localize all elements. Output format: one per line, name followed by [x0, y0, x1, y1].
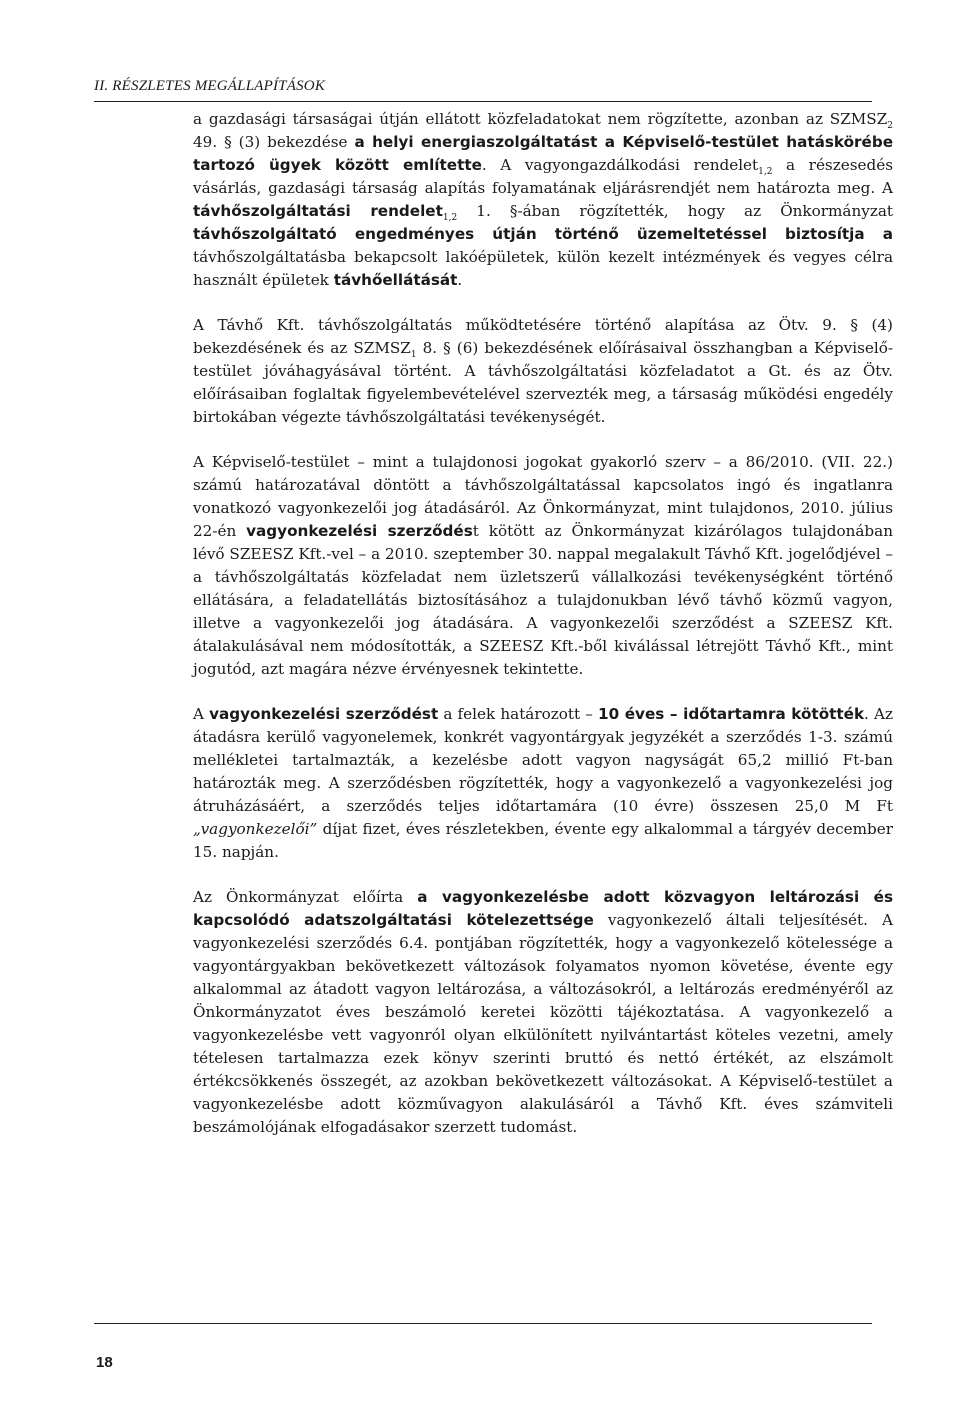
text-run: 1. §-ában rögzítették, hogy az Önkormányzat [457, 202, 894, 220]
text-run: a felek határozott – [438, 705, 599, 723]
footer-divider [94, 1323, 872, 1324]
paragraph [193, 314, 893, 429]
italic-text: „vagyonkezelői” [193, 820, 318, 838]
bold-text: 10 éves – időtartamra kötötték [598, 705, 865, 723]
text-run: . Az átadásra kerülő vagyonelemek, konkrét vagyontárgyak jegyzékét a szerződés 1-3. számú mellékletei tartalmazták, a kezelésbe adott vagyon nagyságát 65,2 millió Ft-ban határozták meg. A szerződésben rögzítették, hogy a vagyonkezelő a vagyonkezelési jog átruházásáért, a szerződés teljes időtartamára (10 évre) összesen 25,0 M Ft [193, 705, 893, 815]
header-divider [94, 101, 872, 102]
text-run: távhőszolgáltatásba bekapcsolt lakóépületek, külön kezelt intézmények és vegyes célra használt épületek [193, 248, 893, 289]
body-text [193, 108, 893, 1161]
text-run: 49. § (3) bekezdése [193, 133, 355, 151]
subscript: 1,2 [442, 213, 458, 224]
bold-text: vagyonkezelési szerződést [209, 705, 439, 723]
bold-text: távhőellátását [333, 271, 458, 289]
text-run: a gazdasági társaságai útján ellátott közfeladatokat nem rögzítette, azonban az SZMSZ [193, 110, 888, 128]
text-run: A [193, 705, 210, 723]
paragraph [193, 108, 893, 292]
text-run: Az Önkormányzat előírta [193, 888, 418, 906]
text-run: . [457, 271, 463, 289]
paragraph [193, 451, 893, 681]
paragraph [193, 703, 893, 864]
text-run: 8. § (6) bekezdésének előírásaival összhangban a Képviselő-testület jóváhagyásával történt. A távhőszolgáltatási közfeladatot a Gt. és az Ötv. előírásaiban foglaltak figyelembevételével szervezték meg, a társaság működési engedély birtokában végezte távhőszolgáltatási tevékenységét. [193, 339, 893, 426]
subscript: 2 [887, 121, 893, 132]
text-run: A Távhő Kft. távhőszolgáltatás működtetésére történő alapítása az Ötv. 9. § (4) bekezdésének és az SZMSZ [193, 316, 893, 357]
page-number: 18 [96, 1354, 113, 1371]
bold-text: távhőszolgáltató engedményes útján történő üzemeltetéssel biztosítja a [193, 225, 893, 243]
text-run: a részesedés vásárlás, gazdasági társaság alapítás folyamatának eljárásrendjét nem határozta meg. A [193, 156, 894, 197]
text-run: vagyonkezelő általi teljesítését. A vagyonkezelési szerződés 6.4. pontjában rögzítették, hogy a vagyonkezelő kötelessége a vagyontárgyakban bekövetkezett változások folyamatos nyomon követése, évente egy alkalommal az átadott vagyon leltározása, a változásokról, a leltározás eredményéről az Önkormányzatot éves beszámoló keretei közötti tájékoztatása. A vagyonkezelő a vagyonkezelésbe vett vagyonról olyan elkülönített nyilvántartást köteles vezetni, amely tételesen tartalmazza ezek könyv szerinti bruttó és nettó értékét, az elszámolt értékcsökkenés összegét, az azokban bekövetkezett változásokat. A Képviselő-testület a vagyonkezelésbe adott közművagyon alakulásáról a Távhő Kft. éves számviteli beszámolójának elfogadásakor szerzett tudomást. [193, 911, 893, 1136]
text-run: t kötött az Önkormányzat kizárólagos tulajdonában lévő SZEESZ Kft.-vel – a 2010. szeptember 30. nappal megalakult Távhő Kft. jogelődjével – a távhőszolgáltatás közfeladat nem üzletszerű vállalkozási tevékenységként történő ellátására, a feladatellátás biztosításához a tulajdonukban lévő távhő közmű vagyon, illetve a vagyonkezelői jog átadására. A vagyonkezelői szerződést a SZEESZ Kft. átalakulásával nem módosították, a SZEESZ Kft.-ből kiválással létrejött Távhő Kft., mint jogutód, azt magára nézve érvényesnek tekintette. [193, 522, 893, 678]
paragraph [193, 886, 893, 1139]
subscript: 1 [410, 350, 417, 361]
text-run: A Képviselő-testület – mint a tulajdonosi jogokat gyakorló szerv – a 86/2010. (VII. 22.) számú határozatával döntött a távhőszolgáltatással kapcsolatos ingó és ingatlanra vonatkozó vagyonkezelői jog átadásáról. Az Önkormányzat, mint tulajdonos, 2010. július 22-én [193, 453, 893, 540]
text-run: díjat fizet, éves részletekben, évente egy alkalommal a tárgyév december 15. napján. [193, 820, 893, 861]
text-run: . A vagyongazdálkodási rendelet [481, 156, 759, 174]
bold-text: vagyonkezelési szerződés [246, 522, 473, 540]
running-header: II. RÉSZLETES MEGÁLLAPÍTÁSOK [94, 78, 326, 94]
bold-text: a helyi energiaszolgáltatást a Képviselő-testület hatáskörébe tartozó ügyek között említette [193, 133, 894, 174]
bold-text: a vagyonkezelésbe adott közvagyon leltározási és kapcsolódó adatszolgáltatási kötelezettsége [193, 888, 893, 929]
bold-text: távhőszolgáltatási rendelet [193, 202, 443, 220]
subscript: 1,2 [758, 167, 773, 178]
